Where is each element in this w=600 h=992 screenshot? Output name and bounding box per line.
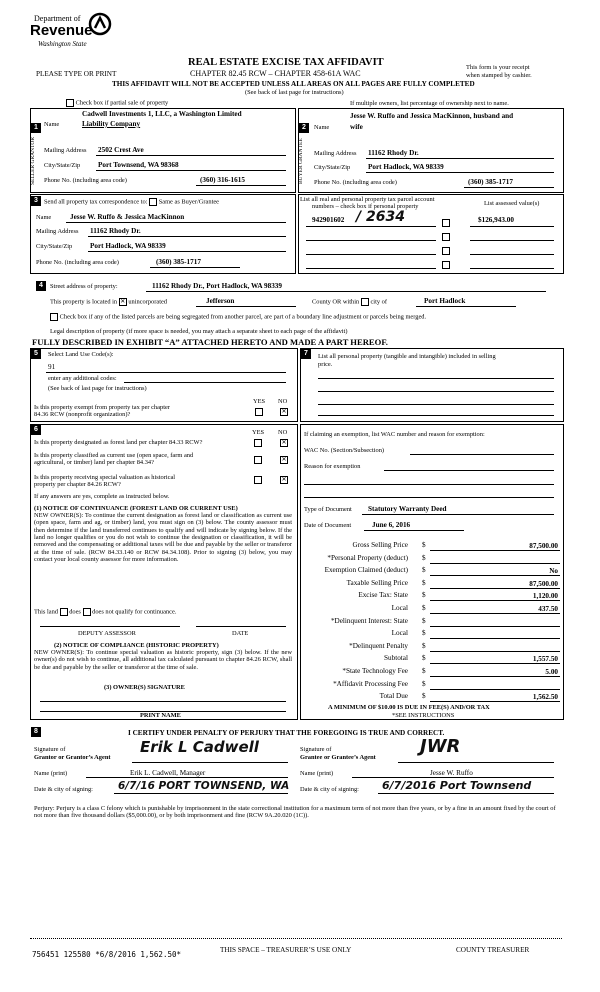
segregated-line: Check box if any of the listed parcels are being segregated from another parcel, are part of a boundary line adjustment or parcels being merged. (50, 313, 570, 321)
exempt-q2: 84.36 RCW (nonprofit organization)? (34, 411, 131, 418)
s6-no: NO (278, 429, 288, 436)
corr-phone: (360) 385-1717 (156, 258, 201, 266)
wac-label: WAC No. (Section/Subsection) (304, 447, 385, 454)
corr-name-label: Name (36, 214, 52, 221)
historic-no-checkbox[interactable]: ✕ (281, 477, 287, 483)
tax-row-field[interactable] (430, 604, 560, 614)
see-instructions: *SEE INSTRUCTIONS (392, 712, 455, 719)
tax-row (300, 642, 560, 653)
buyer-side-label: BUYER GRANTEE (298, 138, 304, 184)
current-use-yes-checkbox[interactable] (254, 456, 262, 464)
chapter-line: CHAPTER 82.45 RCW – CHAPTER 458-61A WAC (190, 69, 361, 78)
s6-yes: YES (252, 429, 265, 436)
city-checkbox[interactable] (361, 298, 369, 306)
dept-line2: Revenue (30, 22, 93, 39)
s5-no: NO (278, 398, 288, 405)
deputy-date: DATE (232, 630, 249, 637)
exempt-yes-checkbox[interactable] (255, 408, 263, 416)
personal-prop-heading2: price. (318, 361, 333, 368)
buyer-name-label: Name (314, 124, 330, 131)
exempt-q1: Is this property exempt from property tax per chapter (34, 404, 170, 411)
street-label: Street address of property: (50, 283, 118, 290)
warning-line: THIS AFFIDAVIT WILL NOT BE ACCEPTED UNLESS ALL AREAS ON ALL PAGES ARE FULLY COMPLETED (112, 80, 475, 88)
city-name: Port Hadlock (424, 297, 466, 305)
dollar-sign: $ (422, 679, 426, 688)
tax-row-field[interactable] (430, 629, 560, 639)
form-title: REAL ESTATE EXCISE TAX AFFIDAVIT (188, 57, 384, 68)
grantor-sig-label1: Signature of (34, 746, 66, 753)
exhibit-line: FULLY DESCRIBED IN EXHIBIT “A” ATTACHED HERETO AND MADE A PART HEREOF. (32, 337, 388, 347)
seller-side-label: SELLER GRANTOR (30, 136, 36, 186)
corr-addr: 11162 Rhody Dr. (90, 227, 141, 235)
grantee-name-label: Name (print) (300, 770, 334, 777)
notice2-title: (2) NOTICE OF COMPLIANCE (HISTORIC PROPERTY) (54, 642, 219, 649)
tax-row (300, 579, 560, 590)
dor-logo (30, 12, 110, 54)
tax-row-field[interactable] (430, 654, 560, 664)
current-use-q1: Is this property classified as current use (open space, farm and (34, 452, 194, 459)
section-8-num: 8 (31, 727, 41, 737)
dollar-sign: $ (422, 629, 426, 638)
treasurer-stamp: 756451 125580 *6/8/2016 1,562.50* (32, 950, 182, 959)
tax-row-field[interactable] (430, 579, 560, 589)
assessed-heading: List assessed value(s) (484, 200, 540, 207)
seller-city-label: City/State/Zip (44, 162, 81, 169)
exemption-heading: If claiming an exemption, list WAC number and reason for exemption: (304, 431, 485, 438)
section-2-num: 2 (299, 123, 309, 133)
seller-phone: (360) 316-1615 (200, 176, 245, 184)
historic-yes-checkbox[interactable] (254, 476, 262, 484)
dollar-sign: $ (422, 641, 426, 650)
parcels-heading1: List all real and personal property tax parcel account (300, 196, 435, 203)
tax-row-label: Total Due (379, 692, 408, 701)
seller-city: Port Townsend, WA 98368 (98, 161, 179, 169)
dollar-sign: $ (422, 604, 426, 612)
historic-q2: property per chapter 84.26 RCW? (34, 481, 121, 488)
grantor-sig-label2: Grantor or Grantor’s Agent (34, 754, 111, 761)
grantor-date-city: 6/7/16 PORT TOWNSEND, WA (118, 780, 290, 792)
perjury-note: Perjury: Perjury is a class C felony which is punishable by imprisonment in the state correctional institution for a maximum term of not more than five years, or by a fine in an amount fixed by the court of not more than five thousand dollars ($5,000.00), or by both imprisonment and fine (RCW 9A.20.020 (1C)). (34, 805, 556, 820)
doc-date: June 6, 2016 (372, 521, 411, 529)
tax-row-label: *Personal Property (deduct) (327, 553, 408, 562)
seller-name-line1: Cadwell Investments 1, LLC, a Washington Limited (82, 110, 242, 118)
tax-row-label: *Delinquent Penalty (349, 641, 408, 650)
legal-desc-label: Legal description of property (if more space is needed, you may attach a separate sheet to each page of the affidavit) (50, 328, 348, 335)
dollar-sign: $ (422, 553, 426, 562)
exempt-no-checkbox[interactable]: ✕ (281, 409, 287, 415)
notice1-body: NEW OWNER(S): To continue the current designation as forest land or classification as current use (open space, farm and ag, or timber) land, you must sign on (3) below. The county assessor must then determine if the land transferred continues to qualify and will indicate by signing below. If the land no longer qualifies or you do not wish to continue the designation or classification, it will be removed and the compensating or additional taxes will be due and payable by the seller or transferor at the time of sale. (RCW 84.33.140 or RCW 84.34.108). Prior to signing (3) below, you may contact your local county assessor for more information. (34, 512, 292, 564)
forest-no-checkbox[interactable]: ✕ (281, 440, 287, 446)
seller-addr: 2502 Crest Ave (98, 146, 144, 154)
doc-type-label: Type of Document (304, 506, 352, 513)
grantee-signature: JWR (420, 736, 461, 757)
qualify-line: This land does does not qualify for continuance. (34, 608, 177, 616)
dept-line1: Department of (34, 14, 81, 23)
if-yes-note: If any answers are yes, complete as instructed below. (34, 493, 170, 500)
tax-row (300, 617, 560, 628)
treasurer-use-only: THIS SPACE – TREASURER’S USE ONLY (220, 946, 352, 954)
grantor-signature: Erik L Cadwell (140, 738, 259, 756)
receipt-line2: when stamped by cashier. (466, 72, 532, 79)
tax-row-value: No (549, 567, 558, 576)
historic-q1: Is this property receiving special valuation as historical (34, 474, 176, 481)
dept-line3: Washington State (38, 40, 87, 48)
buyer-city-label: City/State/Zip (314, 164, 351, 171)
see-back: (See back of last page for instructions) (245, 89, 344, 96)
tax-row-field[interactable] (430, 642, 560, 652)
segregated-checkbox[interactable] (50, 313, 58, 321)
parcel-2-personal-checkbox[interactable] (442, 233, 450, 241)
notice1-title: (1) NOTICE OF CONTINUANCE (FOREST LAND OR CURRENT USE) (34, 505, 238, 512)
tax-row-label: Local (391, 629, 408, 638)
grantor-name-label: Name (print) (34, 770, 68, 777)
tax-row-value: 1,562.50 (532, 693, 558, 702)
section-3-num: 3 (31, 196, 41, 206)
land-use-label: Select Land Use Code(s): (48, 351, 114, 358)
parcel-3-personal-checkbox[interactable] (442, 247, 450, 255)
tax-row-label: Subtotal (384, 654, 408, 663)
buyer-name-line1: Jesse W. Ruffo and Jessica MacKinnon, husband and (350, 112, 514, 120)
seller-addr-label: Mailing Address (44, 147, 87, 154)
dollar-sign: $ (422, 692, 426, 701)
grantee-date-label: Date & city of signing: (300, 786, 359, 793)
s5-yes: YES (253, 398, 266, 405)
tax-row-value: 87,500.00 (529, 579, 558, 588)
tax-row-field[interactable] (430, 566, 560, 576)
tax-row-value: 5.00 (545, 668, 558, 676)
parcel-1-personal-checkbox[interactable] (442, 219, 450, 227)
buyer-city: Port Hadlock, WA 98339 (368, 163, 444, 171)
buyer-addr: 11162 Rhody Dr. (368, 149, 419, 157)
dollar-sign: $ (422, 566, 426, 575)
tax-row (300, 654, 560, 665)
buyer-phone: (360) 385-1717 (468, 178, 513, 186)
tax-row-label: Gross Selling Price (352, 541, 408, 549)
tax-row (300, 591, 560, 602)
parcel-4-personal-checkbox[interactable] (442, 261, 450, 269)
section-7-num: 7 (301, 349, 311, 359)
section-6-num: 6 (31, 425, 41, 435)
tax-row (300, 692, 560, 703)
parcel-handwritten: / 2634 (356, 209, 405, 225)
tax-row-field[interactable] (430, 554, 560, 564)
dor-logo-icon (88, 12, 112, 36)
dollar-sign: $ (422, 591, 426, 600)
section-6-box (30, 424, 298, 720)
tax-row-label: Taxable Selling Price (346, 578, 408, 587)
grantee-date-city: 6/7/2016 Port Townsend (382, 779, 532, 792)
does-not-qualify-checkbox[interactable] (83, 608, 91, 616)
notice2-body: NEW OWNER(S): To continue special valuation as historic property, sign (3) below. If the new owner(s) do not wish to continue, all additional tax calculated pursuant to chapter 84.26 RCW, shall be due and payable by the seller or transferor at the time of sale. (34, 649, 292, 671)
same-as-buyer-checkbox[interactable] (149, 198, 157, 206)
partial-sale-checkbox[interactable] (66, 99, 74, 107)
tax-row-label: *Delinquent Interest: State (330, 616, 408, 625)
section-1-num: 1 (31, 123, 41, 133)
print-name-label: PRINT NAME (140, 712, 181, 719)
dollar-sign: $ (422, 616, 426, 625)
corr-city: Port Hadlock, WA 98339 (90, 242, 166, 250)
dollar-sign: $ (422, 541, 426, 549)
dollar-sign: $ (422, 578, 426, 587)
minimum-due: A MINIMUM OF $10.00 IS DUE IN FEE(S) AND/OR TAX (328, 704, 490, 711)
tax-row-label: Exemption Claimed (deduct) (324, 566, 408, 575)
tax-row-value: 437.50 (538, 605, 558, 613)
tax-row-label: *State Technology Fee (342, 667, 408, 675)
land-use-see-back: (See back of last page for instructions) (48, 385, 147, 392)
parcels-heading2: numbers – check box if personal property (312, 203, 419, 210)
seller-name-label: Name (44, 121, 60, 128)
street-address: 11162 Rhody Dr., Port Hadlock, WA 98339 (152, 282, 282, 290)
tax-row-field[interactable] (430, 541, 560, 551)
tax-row-label: Local (391, 604, 408, 612)
dollar-sign: $ (422, 667, 426, 675)
tax-row-field[interactable] (430, 617, 560, 627)
dollar-sign: $ (422, 654, 426, 663)
additional-codes-label: enter any additional codes: (48, 375, 117, 382)
doc-date-label: Date of Document (304, 522, 352, 529)
tax-row (300, 667, 560, 678)
deputy-assessor: DEPUTY ASSESSOR (78, 630, 136, 637)
forest-q: Is this property designated as forest land per chapter 84.33 RCW? (34, 439, 203, 446)
corr-name: Jesse W. Ruffo & Jessica MacKinnon (70, 213, 185, 221)
does-qualify-checkbox[interactable] (60, 608, 68, 616)
grantee-sig-label1: Signature of (300, 746, 332, 753)
located-line: This property is located in ✕ unincorporated (50, 298, 167, 306)
corr-city-label: City/State/Zip (36, 243, 73, 250)
seller-name-line2: Liability Company (82, 120, 141, 128)
certify-line: I CERTIFY UNDER PENALTY OF PERJURY THAT THE FOREGOING IS TRUE AND CORRECT. (128, 729, 445, 737)
grantee-sig-label2: Grantee or Grantee’s Agent (300, 754, 376, 761)
seller-phone-label: Phone No. (including area code) (44, 177, 127, 184)
tax-row-value: 1,557.50 (532, 655, 558, 664)
tax-row-field[interactable] (430, 680, 560, 690)
tax-row-value: 1,120.00 (532, 592, 558, 601)
forest-yes-checkbox[interactable] (254, 439, 262, 447)
grantor-date-label: Date & city of signing: (34, 786, 93, 793)
tax-row (300, 604, 560, 615)
tax-row (300, 541, 560, 552)
tax-row-value: 87,500.00 (529, 542, 558, 550)
corr-addr-label: Mailing Address (36, 228, 79, 235)
county-treasurer: COUNTY TREASURER (456, 946, 530, 954)
current-use-q2: agricultural, or timber) land per chapter 84.34? (34, 459, 154, 466)
please-type: PLEASE TYPE OR PRINT (36, 70, 117, 78)
personal-prop-heading1: List all personal property (tangible and intangible) included in selling (318, 353, 496, 360)
assessed-value: $126,943.00 (478, 216, 514, 224)
corr-phone-label: Phone No. (including area code) (36, 259, 119, 266)
tax-row-field[interactable] (430, 591, 560, 601)
owner-signature-label: (3) OWNER(S) SIGNATURE (104, 684, 185, 691)
parcel-number: 942901602 (312, 216, 345, 224)
tax-row-label: Excise Tax: State (358, 591, 408, 600)
buyer-phone-label: Phone No. (including area code) (314, 179, 397, 186)
tax-row-field[interactable] (430, 692, 560, 702)
corr-heading: Send all property tax correspondence to: Same as Buyer/Grantee (44, 198, 220, 206)
buyer-addr-label: Mailing Address (314, 150, 357, 157)
doc-type: Statutory Warranty Deed (368, 505, 447, 513)
section-5-num: 5 (31, 349, 41, 359)
tax-row (300, 680, 560, 691)
partial-sale: Check box if partial sale of property (66, 99, 168, 107)
tax-row (300, 554, 560, 565)
county-name: Jefferson (206, 297, 235, 305)
land-use-code: 91 (48, 363, 56, 371)
grantor-name: Erik L. Cadwell, Manager (130, 769, 206, 777)
tax-row-label: *Affidavit Processing Fee (333, 679, 408, 688)
section-4-num: 4 (36, 281, 46, 291)
unincorporated-checkbox[interactable]: ✕ (120, 299, 126, 305)
buyer-name-line2: wife (350, 123, 363, 131)
receipt-line1: This form is your receipt (466, 64, 530, 71)
county-or-city: County OR within city of (312, 298, 387, 306)
tax-row (300, 566, 560, 577)
current-use-no-checkbox[interactable]: ✕ (281, 457, 287, 463)
reason-label: Reason for exemption (304, 463, 361, 470)
tax-row-field[interactable] (430, 667, 560, 677)
tax-row (300, 629, 560, 640)
multiple-owners-note: If multiple owners, list percentage of ownership next to name. (350, 100, 509, 107)
grantee-name: Jesse W. Ruffo (430, 769, 473, 777)
